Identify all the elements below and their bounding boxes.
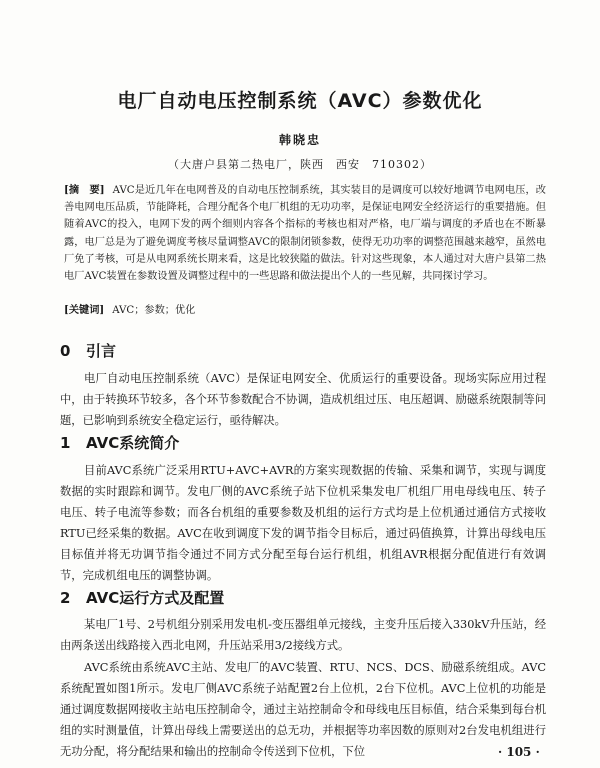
page-number: · 105 · [498, 745, 540, 759]
section-heading-0 [60, 340, 116, 361]
paragraph: 电厂自动电压控制系统（AVC）是保证电网安全、优质运行的重要设备。现场实际应用过程中，由于转换环节较多，各个环节参数配合不协调，造成机组过压、电压超调、励磁系统限制等问题，已影响到系统安全稳定运行，亟待解决。 [60, 372, 546, 427]
section-title: 引言 [86, 342, 117, 360]
paragraph: 目前AVC系统广泛采用RTU+AVC+AVR的方案实现数据的传输、采集和调节，实现与调度数据的实时跟踪和调节。发电厂侧的AVC系统子站下位机采集发电厂机组厂用电母线电压、转子电压、转子电流等参数；而各台机组的重要参数及机组的运行方式均是上位机通过通信方式接收RTU已经采集的数据。AVC在收到调度下发的调节指令目标后，通过码值换算，计算出母线电压目标值并将无功调节指令通过不同方式分配至每台运行机组，机组AVR根据分配值进行有效调节，完成机组电压的调整协调。 [60, 464, 546, 582]
abstract-label: [摘 要] [64, 184, 105, 196]
keywords-label: [关键词] [64, 304, 105, 316]
section-number: 1 [60, 434, 71, 452]
paragraph: AVC系统由系统AVC主站、发电厂的AVC装置、RTU、NCS、DCS、励磁系统组成。AVC系统配置如图1所示。发电厂侧AVC系统子站配置2台上位机，2台下位机。AVC上位机的功能是通过调度数据网接收主站电压控制命令，通过主站控制命令和母线电压目标值，结合采集到每台机组的实时测量值，计算出母线上需要送出的总无功，并根据等功率因数的原则对2台发电机组进行无功分配，将分配结果和输出的控制命令传送到下位机，下位 [60, 661, 546, 758]
section-title: AVC运行方式及配置 [86, 589, 225, 607]
affiliation: （大唐户县第二热电厂，陕西 西安 710302） [168, 158, 432, 171]
abstract-text: AVC是近几年在电网普及的自动电压控制系统，其实装目的是调度可以较好地调节电网电压，改善电网电压品质，节能降耗，合理分配各个电厂机组的无功功率，是保证电网安全经济运行的重要措施。但随着AVC的投入，电网下发的两个细则内容各个指标的考核也相对严格，电厂端与调度的矛盾也在不断暴露，电厂总是为了避免调度考核尽量调整AVC的限制闭锁参数，使得无功功率的调整范围越来越窄，虽然电厂免了考核，可是从电网系统长期来看，这是比较狭隘的做法。针对这些现象，本人通过对大唐户县第二热电厂AVC装置在参数设置及调整过程中的一些思路和做法提出个人的一些见解，共同探讨学习。 [64, 185, 546, 283]
keywords [64, 302, 546, 319]
section-number: 2 [60, 589, 71, 607]
keywords-text: AVC；参数；优化 [112, 305, 196, 316]
section-number: 0 [60, 342, 71, 360]
paragraph: 某电厂1号、2号机组分别采用发电机-变压器组单元接线，主变升压后接入330kV升压站，经由两条送出线路接入西北电网，升压站采用3/2接线方式。 [60, 618, 546, 652]
section-heading-1 [60, 432, 179, 453]
author: 韩晓忠 [278, 133, 321, 147]
section-title: AVC系统简介 [86, 434, 180, 452]
abstract [64, 182, 546, 285]
section-heading-2 [60, 587, 224, 608]
paper-title: 电厂自动电压控制系统（AVC）参数优化 [117, 90, 483, 112]
